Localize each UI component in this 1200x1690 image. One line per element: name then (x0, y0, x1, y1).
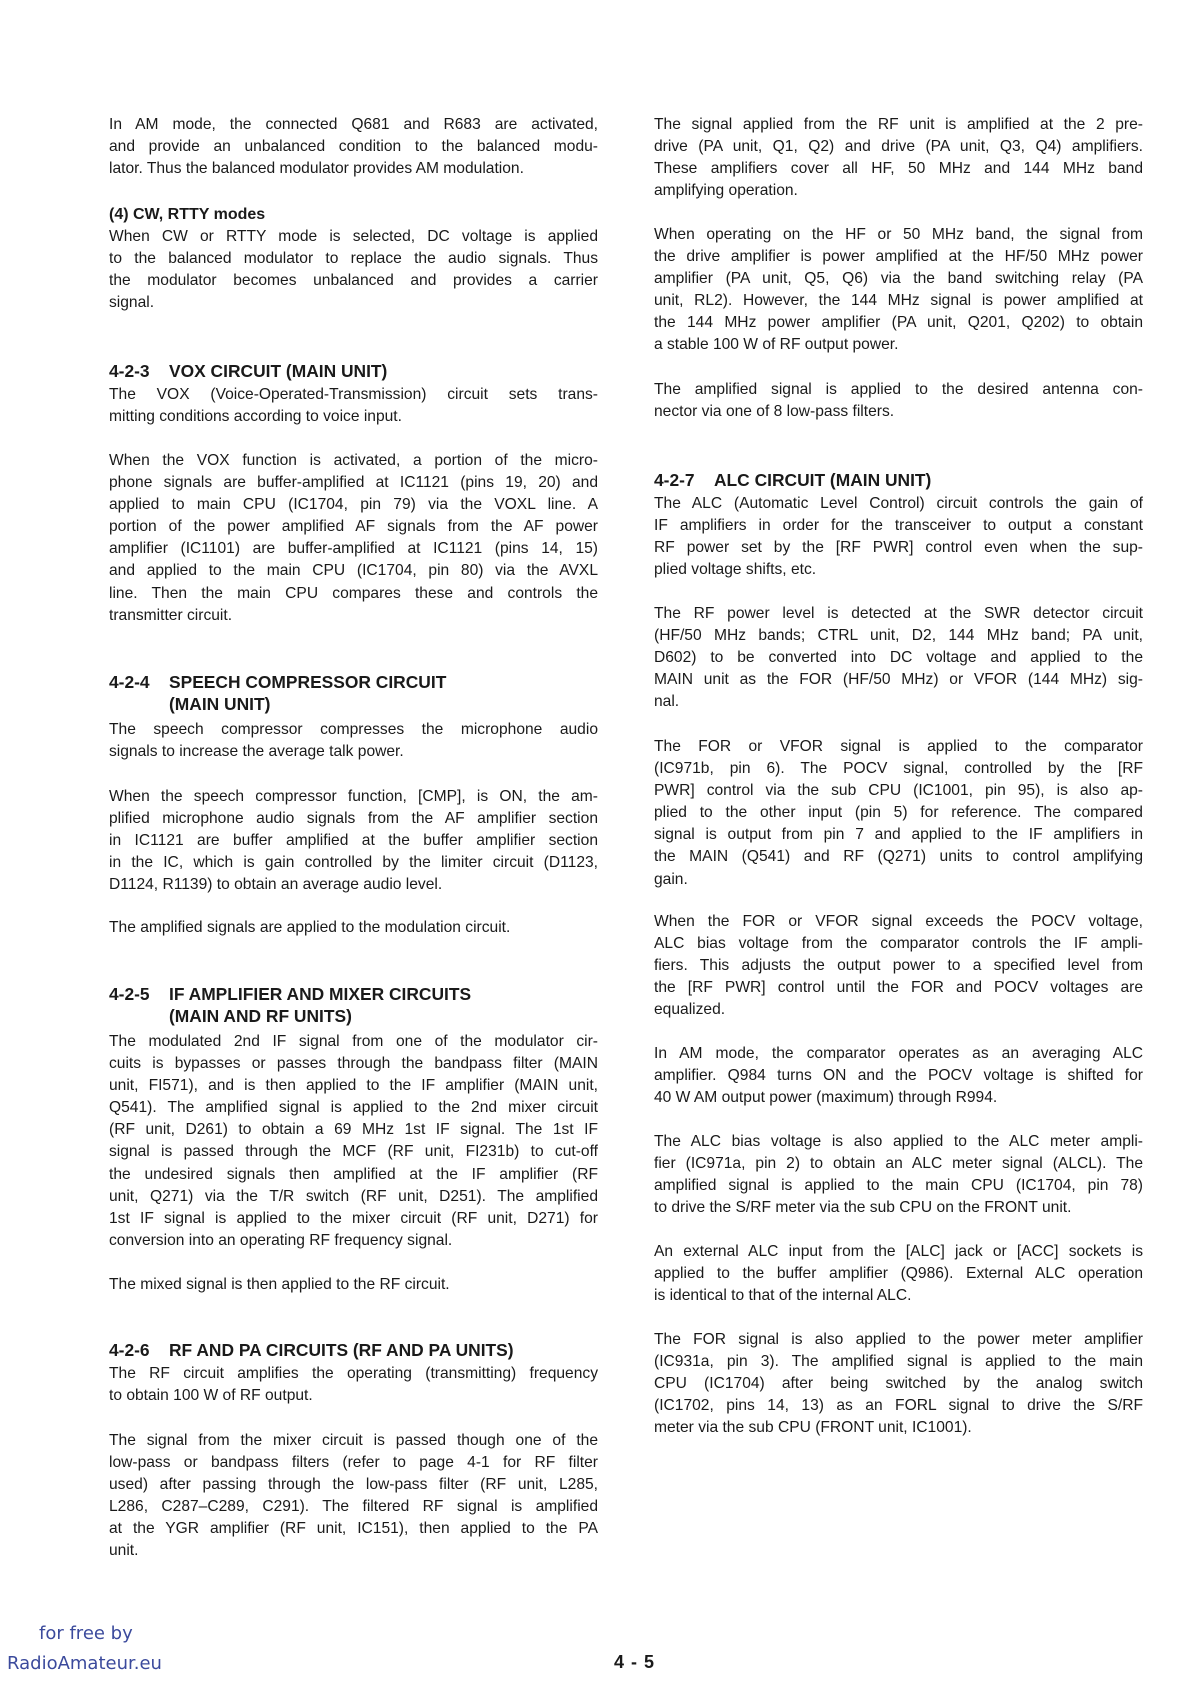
text-line: L286, C287–C289, C291). The filtered RF signal is amplified (109, 1498, 598, 1516)
heading-line (109, 671, 598, 693)
text-line: nal. (654, 693, 680, 711)
text-line: 40 W AM output power (maximum) through R994. (654, 1089, 998, 1107)
text-line: The RF power level is detected at the SWR detector circuit (654, 605, 1143, 622)
paragraph (109, 719, 598, 763)
text-line: signal is output from pin 7 and applied to the IF amplifiers in (654, 826, 1143, 844)
text-line: mitting conditions according to voice input. (109, 408, 402, 426)
text-line: portion of the power amplified AF signals from the AF power (109, 518, 598, 536)
text-line: in the IC, which is gain controlled by the limiter circuit (D1123, (109, 854, 598, 872)
section-heading (109, 360, 598, 382)
text-line: a stable 100 W of RF output power. (654, 336, 899, 354)
text-line: The signal applied from the RF unit is amplified at the 2 pre- (654, 116, 1143, 133)
text-line: low-pass or bandpass filters (refer to page 4-1 for RF filter (109, 1454, 598, 1472)
text-line: is identical to that of the internal ALC. (654, 1287, 912, 1305)
text-line: (HF/50 MHz bands; CTRL unit, D2, 144 MHz band; PA unit, (654, 627, 1143, 645)
text-line: amplifier. Q984 turns ON and the POCV voltage is shifted for (654, 1067, 1143, 1085)
text-line: The mixed signal is then applied to the RF circuit. (109, 1276, 450, 1293)
watermark-line-2: RadioAmateur.eu (7, 1653, 162, 1674)
text-line: amplifying operation. (654, 182, 798, 200)
text-line: (IC971b, pin 6). The POCV signal, controlled by the [RF (654, 760, 1143, 778)
text-line: line. Then the main CPU compares these and controls the (109, 584, 598, 602)
text-line: meter via the sub CPU (FRONT unit, IC1001). (654, 1419, 972, 1437)
paragraph (109, 1031, 598, 1252)
text-line: (4) CW, RTTY modes (109, 206, 266, 223)
paragraph (109, 1363, 598, 1407)
paragraph (109, 226, 598, 314)
text-line: signals to increase the average talk power. (109, 743, 404, 761)
text-line: The signal from the mixer circuit is passed though one of the (109, 1432, 598, 1449)
text-line: ALC bias voltage from the comparator controls the IF ampli- (654, 935, 1143, 953)
text-line: signal is passed through the MCF (RF unit, FI231b) to cut-off (109, 1143, 598, 1161)
text-line: at the YGR amplifier (RF unit, IC151), then applied to the PA (109, 1520, 598, 1538)
sub-heading (109, 204, 598, 226)
text-line: plied voltage shifts, etc. (654, 561, 817, 579)
paragraph (654, 379, 1143, 423)
text-line: transmitter circuit. (109, 606, 233, 624)
section-number: 4-2-3 (109, 361, 150, 381)
paragraph (109, 1274, 598, 1296)
text-line: The modulated 2nd IF signal from one of the modulator cir- (109, 1033, 598, 1050)
section-number: 4-2-5 (109, 984, 150, 1004)
text-line: unit, FI571), and is then applied to the IF amplifier (MAIN unit, (109, 1077, 598, 1095)
text-line: (IC931a, pin 3). The amplified signal is applied to the main (654, 1353, 1143, 1371)
page-number: 4 - 5 (614, 1652, 656, 1672)
heading-line (654, 469, 1143, 491)
text-line: to the balanced modulator to replace the audio signals. Thus (109, 250, 598, 268)
paragraph (654, 493, 1143, 581)
heading-line (109, 693, 598, 715)
paragraph (654, 736, 1143, 891)
text-line: gain. (654, 870, 688, 888)
text-line: PWR] control via the sub CPU (IC1001, pin 95), is also ap- (654, 782, 1143, 800)
text-line: the [RF PWR] control until the FOR and POCV voltages are (654, 979, 1143, 997)
text-line: CPU (IC1704) after being switched by the analog switch (654, 1375, 1143, 1393)
section-title: (MAIN UNIT) (169, 694, 271, 715)
paragraph (654, 1241, 1143, 1307)
text-line: plied to the other input (pin 5) for reference. The compared (654, 804, 1143, 822)
text-line: lator. Thus the balanced modulator provides AM modulation. (109, 160, 524, 178)
section-title: RF AND PA CIRCUITS (RF AND PA UNITS) (169, 1340, 514, 1360)
text-line: When the VOX function is activated, a portion of the micro- (109, 452, 598, 469)
section-number: 4-2-4 (109, 672, 150, 692)
text-line: to drive the S/RF meter via the sub CPU on the FRONT unit. (654, 1199, 1072, 1217)
text-line: The amplified signals are applied to the modulation circuit. (109, 919, 511, 936)
text-line: unit. (109, 1542, 139, 1560)
text-line: cuits is bypasses or passes through the bandpass filter (MAIN (109, 1055, 598, 1073)
section-title: VOX CIRCUIT (MAIN UNIT) (169, 361, 388, 381)
text-line: RF power set by the [RF PWR] control even when the sup- (654, 539, 1143, 557)
heading-line (109, 983, 598, 1005)
section-heading (109, 1339, 598, 1361)
text-line: to obtain 100 W of RF output. (109, 1387, 313, 1405)
paragraph (654, 224, 1143, 357)
heading-line (109, 360, 598, 382)
watermark-line-1: for free by (39, 1623, 133, 1644)
text-line: (RF unit, D261) to obtain a 69 MHz 1st IF signal. The 1st IF (109, 1121, 598, 1139)
text-line: These amplifiers cover all HF, 50 MHz and 144 MHz band (654, 160, 1143, 178)
section-heading (109, 983, 598, 1027)
section-heading (109, 671, 598, 715)
text-line: phone signals are buffer-amplified at IC1121 (pins 19, 20) and (109, 474, 598, 492)
text-line: and provide an unbalanced condition to the balanced modu- (109, 138, 598, 156)
text-line: When operating on the HF or 50 MHz band, the signal from (654, 226, 1143, 243)
text-line: 1st IF signal is applied to the mixer circuit (RF unit, D271) for (109, 1209, 598, 1227)
paragraph (109, 1430, 598, 1563)
paragraph (654, 114, 1143, 202)
heading-line (109, 1339, 598, 1361)
text-line: The VOX (Voice-Operated-Transmission) circuit sets trans- (109, 386, 598, 403)
paragraph (654, 1043, 1143, 1109)
text-line: (IC1702, pins 14, 13) as an FORL signal to drive the S/RF (654, 1397, 1143, 1415)
text-line: nector via one of 8 low-pass filters. (654, 403, 895, 421)
text-line: fiers. This adjusts the output power to a specified level from (654, 957, 1143, 975)
text-line: the MAIN (Q541) and RF (Q271) units to control amplifying (654, 848, 1143, 866)
paragraph (109, 450, 598, 627)
paragraph (654, 1329, 1143, 1439)
text-line: An external ALC input from the [ALC] jack or [ACC] sockets is (654, 1243, 1143, 1260)
paragraph (109, 786, 598, 896)
text-line: The ALC (Automatic Level Control) circuit controls the gain of (654, 495, 1143, 512)
section-heading (654, 469, 1143, 491)
text-line: In AM mode, the connected Q681 and R683 are activated, (109, 116, 598, 133)
text-line: conversion into an operating RF frequency signal. (109, 1231, 453, 1249)
text-line: drive (PA unit, Q1, Q2) and drive (PA unit, Q3, Q4) amplifiers. (654, 138, 1143, 156)
text-line: the undesired signals then amplified at the IF amplifier (RF (109, 1165, 598, 1183)
paragraph (654, 603, 1143, 713)
text-line: MAIN unit as the FOR (HF/50 MHz) or VFOR (144 MHz) sig- (654, 671, 1143, 689)
section-number: 4-2-6 (109, 1340, 150, 1360)
text-line: D1124, R1139) to obtain an average audio level. (109, 876, 443, 894)
section-title: IF AMPLIFIER AND MIXER CIRCUITS (169, 984, 472, 1004)
section-title: (MAIN AND RF UNITS) (169, 1006, 352, 1027)
text-line: unit, Q271) via the T/R switch (RF unit, D251). The amplified (109, 1187, 598, 1205)
text-line: and applied to the main CPU (IC1704, pin 80) via the AVXL (109, 562, 598, 580)
text-line: The amplified signal is applied to the desired antenna con- (654, 381, 1143, 398)
text-line: fier (IC971a, pin 2) to obtain an ALC meter signal (ALCL). The (654, 1155, 1143, 1173)
paragraph (654, 911, 1143, 1021)
left-column (109, 0, 598, 1600)
text-line: Q541). The amplified signal is applied to the 2nd mixer circuit (109, 1099, 598, 1117)
paragraph (109, 384, 598, 428)
paragraph (654, 1131, 1143, 1219)
text-line: plified microphone audio signals from the AF amplifier section (109, 810, 598, 828)
text-line: signal. (109, 294, 155, 312)
text-line: applied to main CPU (IC1704, pin 79) via the VOXL line. A (109, 496, 598, 514)
text-line: D602) to be converted into DC voltage and applied to the (654, 649, 1143, 667)
text-line: the modulator becomes unbalanced and provides a carrier (109, 272, 598, 290)
text-line: IF amplifiers in order for the transceiver to output a constant (654, 517, 1143, 535)
text-line: unit, RL2). However, the 144 MHz signal is power amplified at (654, 292, 1143, 310)
text-line: The ALC bias voltage is also applied to the ALC meter ampli- (654, 1133, 1143, 1150)
text-line: When the FOR or VFOR signal exceeds the POCV voltage, (654, 913, 1143, 930)
text-line: The RF circuit amplifies the operating (transmitting) frequency (109, 1365, 598, 1382)
paragraph (109, 114, 598, 180)
text-line: the drive amplifier is power amplified at the HF/50 MHz power (654, 248, 1143, 266)
section-title: ALC CIRCUIT (MAIN UNIT) (714, 470, 932, 490)
text-line: The FOR signal is also applied to the power meter amplifier (654, 1331, 1143, 1348)
text-line: used) after passing through the low-pass filter (RF unit, L285, (109, 1476, 598, 1494)
text-line: In AM mode, the comparator operates as an averaging ALC (654, 1045, 1143, 1062)
text-line: The FOR or VFOR signal is applied to the comparator (654, 738, 1143, 755)
paragraph (109, 917, 598, 939)
text-line: applied to the buffer amplifier (Q986). External ALC operation (654, 1265, 1143, 1283)
text-line: amplifier (PA unit, Q5, Q6) via the band switching relay (PA (654, 270, 1143, 288)
right-column (654, 0, 1143, 1600)
heading-line (109, 1005, 598, 1027)
text-line: amplified signal is applied to the main CPU (IC1704, pin 78) (654, 1177, 1143, 1195)
text-line: When the speech compressor function, [CMP], is ON, the am- (109, 788, 598, 805)
section-title: SPEECH COMPRESSOR CIRCUIT (169, 672, 447, 692)
text-line: equalized. (654, 1001, 726, 1019)
section-number: 4-2-7 (654, 470, 695, 490)
text-line: The speech compressor compresses the microphone audio (109, 721, 598, 738)
text-line: the 144 MHz power amplifier (PA unit, Q201, Q202) to obtain (654, 314, 1143, 332)
text-line: in IC1121 are buffer amplified at the buffer amplifier section (109, 832, 598, 850)
text-line: amplifier (IC1101) are buffer-amplified at IC1121 (pins 14, 15) (109, 540, 598, 558)
text-line: When CW or RTTY mode is selected, DC voltage is applied (109, 228, 598, 245)
